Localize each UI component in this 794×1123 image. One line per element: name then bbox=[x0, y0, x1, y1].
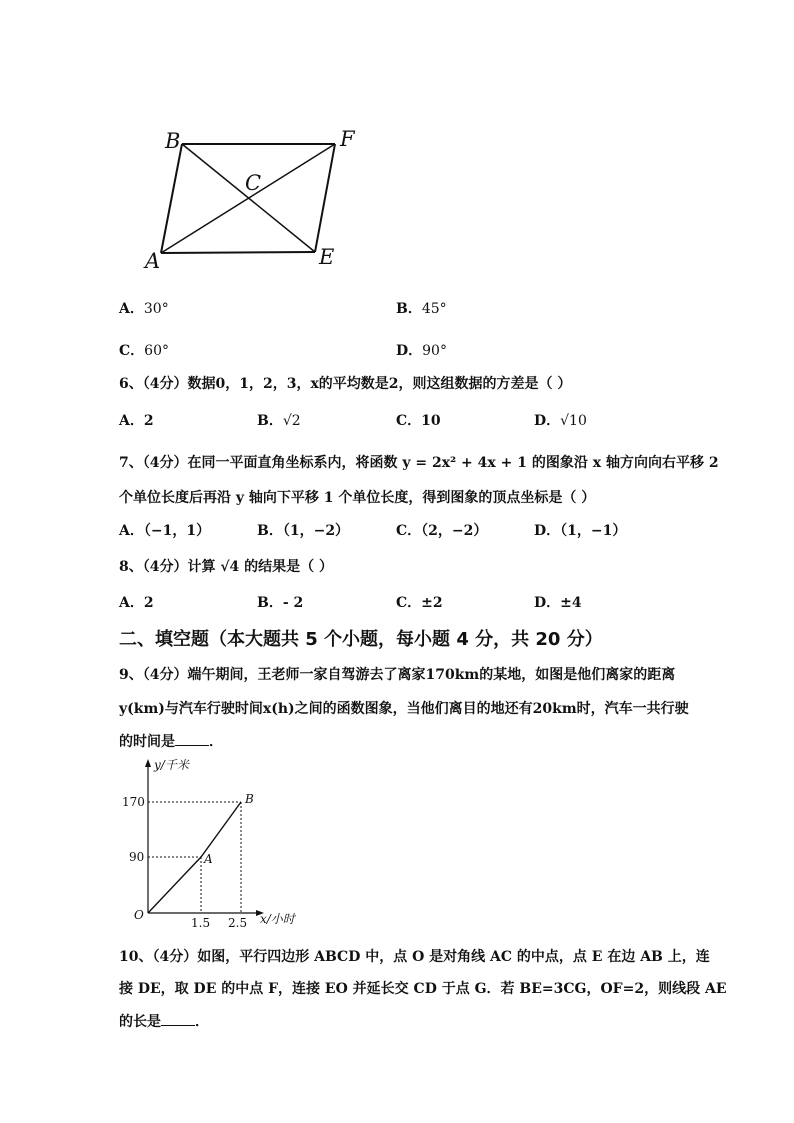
q5-option-c bbox=[119, 340, 169, 360]
q5-option-b bbox=[396, 298, 447, 318]
q9-line3 bbox=[119, 731, 223, 751]
q6-option-d bbox=[534, 410, 587, 430]
label-a: A bbox=[145, 249, 161, 273]
option-letter: C． bbox=[396, 413, 422, 429]
q7-option-b bbox=[257, 520, 349, 540]
option-text: 45° bbox=[421, 301, 447, 317]
q8-option-c bbox=[396, 592, 443, 612]
parallelogram-figure bbox=[135, 120, 365, 280]
option-text: ±4 bbox=[560, 595, 582, 611]
option-text: - 2 bbox=[282, 595, 304, 611]
option-letter: C． bbox=[396, 523, 422, 539]
option-text: ±2 bbox=[421, 595, 443, 611]
label-b: B bbox=[165, 129, 181, 153]
q8-option-d bbox=[534, 592, 582, 612]
option-letter: A． bbox=[119, 413, 144, 429]
option-text: （2，−2） bbox=[421, 523, 488, 539]
q9-line3-prefix: 的时间是 bbox=[119, 734, 175, 750]
answer-blank[interactable] bbox=[161, 1013, 195, 1026]
option-text: 90° bbox=[422, 343, 447, 359]
option-text: √2 bbox=[282, 413, 301, 429]
q6-option-c bbox=[396, 410, 441, 430]
q9-line1: 9、（4分）端午期间，王老师一家自驾游去了离家170km的某地，如图是他们离家的距离 bbox=[119, 667, 676, 683]
q7-option-a bbox=[119, 520, 210, 540]
option-text: 10 bbox=[421, 413, 441, 429]
q8-option-b bbox=[257, 592, 303, 612]
q10-line1: 10、（4分）如图，平行四边形 ABCD 中，点 O 是对角线 AC 的中点，点 E 在边 AB 上，连 bbox=[119, 949, 710, 965]
q9-line2: y(km)与汽车行驶时间x(h)之间的函数图象，当他们离目的地还有20km时，汽车一共行驶 bbox=[119, 701, 689, 717]
option-text: 2 bbox=[143, 595, 154, 611]
section-title: 二、填空题（本大题共 5 个小题，每小题 4 分，共 20 分） bbox=[119, 629, 603, 650]
option-text: （−1，1） bbox=[143, 523, 211, 539]
y-tick-170: 170 bbox=[122, 795, 145, 809]
q10-line3-suffix: ． bbox=[195, 1014, 209, 1030]
option-letter: A． bbox=[119, 523, 144, 539]
label-f: F bbox=[340, 127, 355, 151]
option-letter: C． bbox=[119, 343, 145, 359]
label-c: C bbox=[245, 171, 262, 195]
option-letter: D． bbox=[534, 523, 561, 539]
option-letter: A． bbox=[119, 595, 144, 611]
q6-option-a bbox=[119, 410, 154, 430]
q8-stem: 8、（4分）计算 √4 的结果是（ ） bbox=[119, 559, 334, 575]
q10-line2: 接 DE，取 DE 的中点 F，连接 EO 并延长交 CD 于点 G．若 BE=3CG，OF=2，则线段 AE bbox=[119, 981, 727, 997]
option-letter: D． bbox=[396, 343, 423, 359]
edge-ab bbox=[161, 144, 182, 253]
option-letter: B． bbox=[257, 413, 283, 429]
q7-stem-line2: 个单位长度后再沿 y 轴向下平移 1 个单位长度，得到图象的顶点坐标是（ ） bbox=[119, 490, 596, 506]
edge-ef bbox=[315, 144, 335, 252]
option-letter: D． bbox=[534, 595, 561, 611]
option-text: √10 bbox=[560, 413, 587, 429]
y-axis-arrow bbox=[145, 759, 151, 767]
option-letter: D． bbox=[534, 413, 561, 429]
option-text: （1，−2） bbox=[282, 523, 350, 539]
x-axis-label: x/小时 bbox=[260, 912, 295, 926]
distance-time-graph bbox=[110, 755, 310, 935]
q5-option-d bbox=[396, 340, 447, 360]
option-text: 30° bbox=[143, 301, 169, 317]
x-tick-2-5: 2.5 bbox=[228, 916, 248, 930]
point-a-label: A bbox=[204, 852, 213, 866]
y-tick-90: 90 bbox=[129, 850, 145, 864]
q9-line3-suffix: ． bbox=[209, 734, 223, 750]
answer-blank[interactable] bbox=[175, 733, 209, 746]
q7-option-d bbox=[534, 520, 626, 540]
option-text: （1，−1） bbox=[560, 523, 627, 539]
q10-line3-prefix: 的长是 bbox=[119, 1014, 161, 1030]
option-text: 60° bbox=[144, 343, 169, 359]
point-b-label: B bbox=[245, 792, 254, 806]
q7-option-c bbox=[396, 520, 487, 540]
x-tick-1-5: 1.5 bbox=[191, 916, 211, 930]
option-letter: A． bbox=[119, 301, 144, 317]
option-letter: C． bbox=[396, 595, 422, 611]
option-letter: B． bbox=[257, 595, 283, 611]
q5-option-a bbox=[119, 298, 169, 318]
q8-option-a bbox=[119, 592, 154, 612]
option-letter: B． bbox=[396, 301, 422, 317]
q10-line3 bbox=[119, 1011, 209, 1031]
label-e: E bbox=[319, 245, 335, 269]
y-axis-label: y/千米 bbox=[154, 758, 189, 772]
option-text: 2 bbox=[143, 413, 154, 429]
origin-label: O bbox=[134, 908, 144, 922]
q6-stem: 6、（4分）数据0，1，2，3，x的平均数是2，则这组数据的方差是（ ） bbox=[119, 376, 572, 392]
edge-ae bbox=[161, 252, 315, 253]
q7-stem-line1: 7、（4分）在同一平面直角坐标系内，将函数 y = 2x² + 4x + 1 的图象沿 x 轴方向向右平移 2 bbox=[119, 455, 719, 471]
q6-option-b bbox=[257, 410, 301, 430]
diag-af bbox=[161, 144, 335, 253]
option-letter: B． bbox=[257, 523, 283, 539]
